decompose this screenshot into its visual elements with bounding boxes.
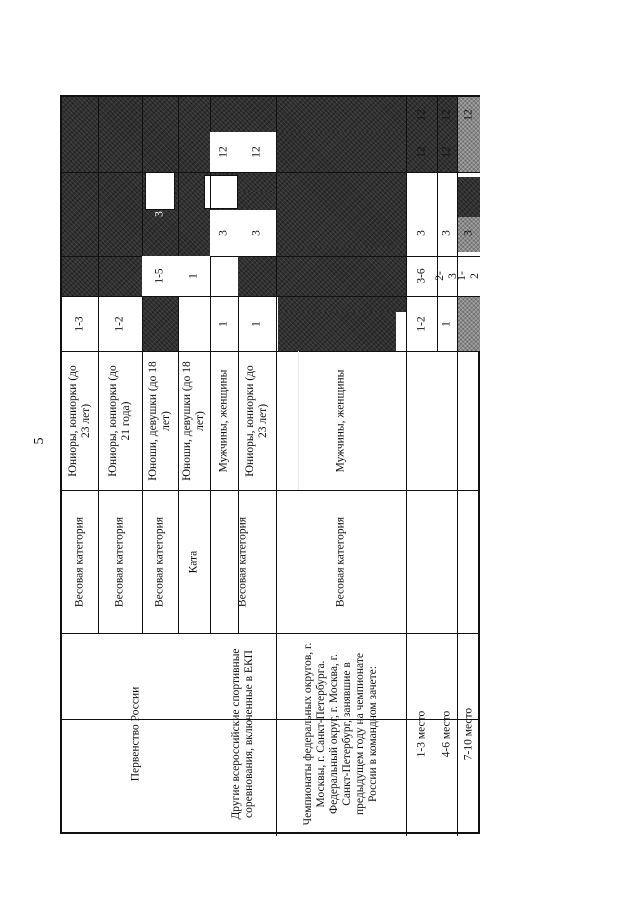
place-label: 1-3 место [415,710,427,757]
category-label: Весовая категория [236,516,249,607]
section-label: Чемпионаты федеральных округов, г. Москвы, г. Санкт-Петербурга. Федеральный округ, г. Москва, г. Санкт-Петербург, занявшие в предыдущем году на чемпионате России в командном зачете: [302,642,379,825]
group-label: Юноши, девушки (до 18 лет) [181,360,206,481]
place-label: 7-10 место [462,707,474,760]
group-label: Юниоры, юниорки (до 23 лет) [244,364,269,477]
cell-value: 12 [462,108,474,121]
page-number: 5 [32,437,47,445]
group-label: Юниоры, юниорки (до 21 года) [107,364,132,477]
group-label: Юноши, девушки (до 18 лет) [147,360,172,481]
cell-value: 2-3 [434,271,459,281]
cell-bg [178,296,208,351]
cell-value: 1 [178,256,210,296]
cell-value: 1-2 [415,315,427,332]
cell-value: 12 [415,108,427,121]
category-label: Весовая категория [334,516,347,607]
cell-value: 12 [238,132,276,172]
section-label: Первенство России [129,686,142,781]
cell-value: 3 [462,230,474,236]
category-label: Ката [187,550,200,573]
cell-value: 12 [415,146,427,158]
sports-rank-table [60,95,480,834]
category-label: Весовая категория [153,516,166,607]
cell-value: 12 [440,108,453,121]
cell-value: 1 [217,320,230,327]
cell-value: 1-3 [73,315,86,332]
shaded-area [62,172,210,256]
cell-value: 1-5 [142,256,178,296]
place-label: 4-6 место [440,710,453,757]
section-label: Другие всероссийские спортивные соревнования, включенные в ЕКП [230,647,255,820]
cell-value: 1-2 [113,315,126,332]
group-label: Мужчины, женщины [334,369,347,472]
group-label: Юниоры, юниорки (до 23 лет) [67,364,92,477]
group-label: Мужчины, женщины [217,369,230,472]
cell-value: 3 [210,210,238,256]
cell-value: 1 [250,320,263,327]
cell-value: 3 [238,210,276,256]
cell-value: 3 [440,230,453,236]
cell-value: 1-2 [455,271,481,281]
cell-value: 12 [210,132,238,172]
cell-value: 3-6 [415,268,427,284]
cell-value: 12 [440,146,453,158]
shaded-area [457,296,480,351]
category-label: Весовая категория [73,516,86,607]
cell-value: 3 [153,211,166,217]
cell-value: 3 [415,230,427,236]
category-label: Весовая категория [113,516,126,607]
cell-value: 1 [440,320,453,327]
